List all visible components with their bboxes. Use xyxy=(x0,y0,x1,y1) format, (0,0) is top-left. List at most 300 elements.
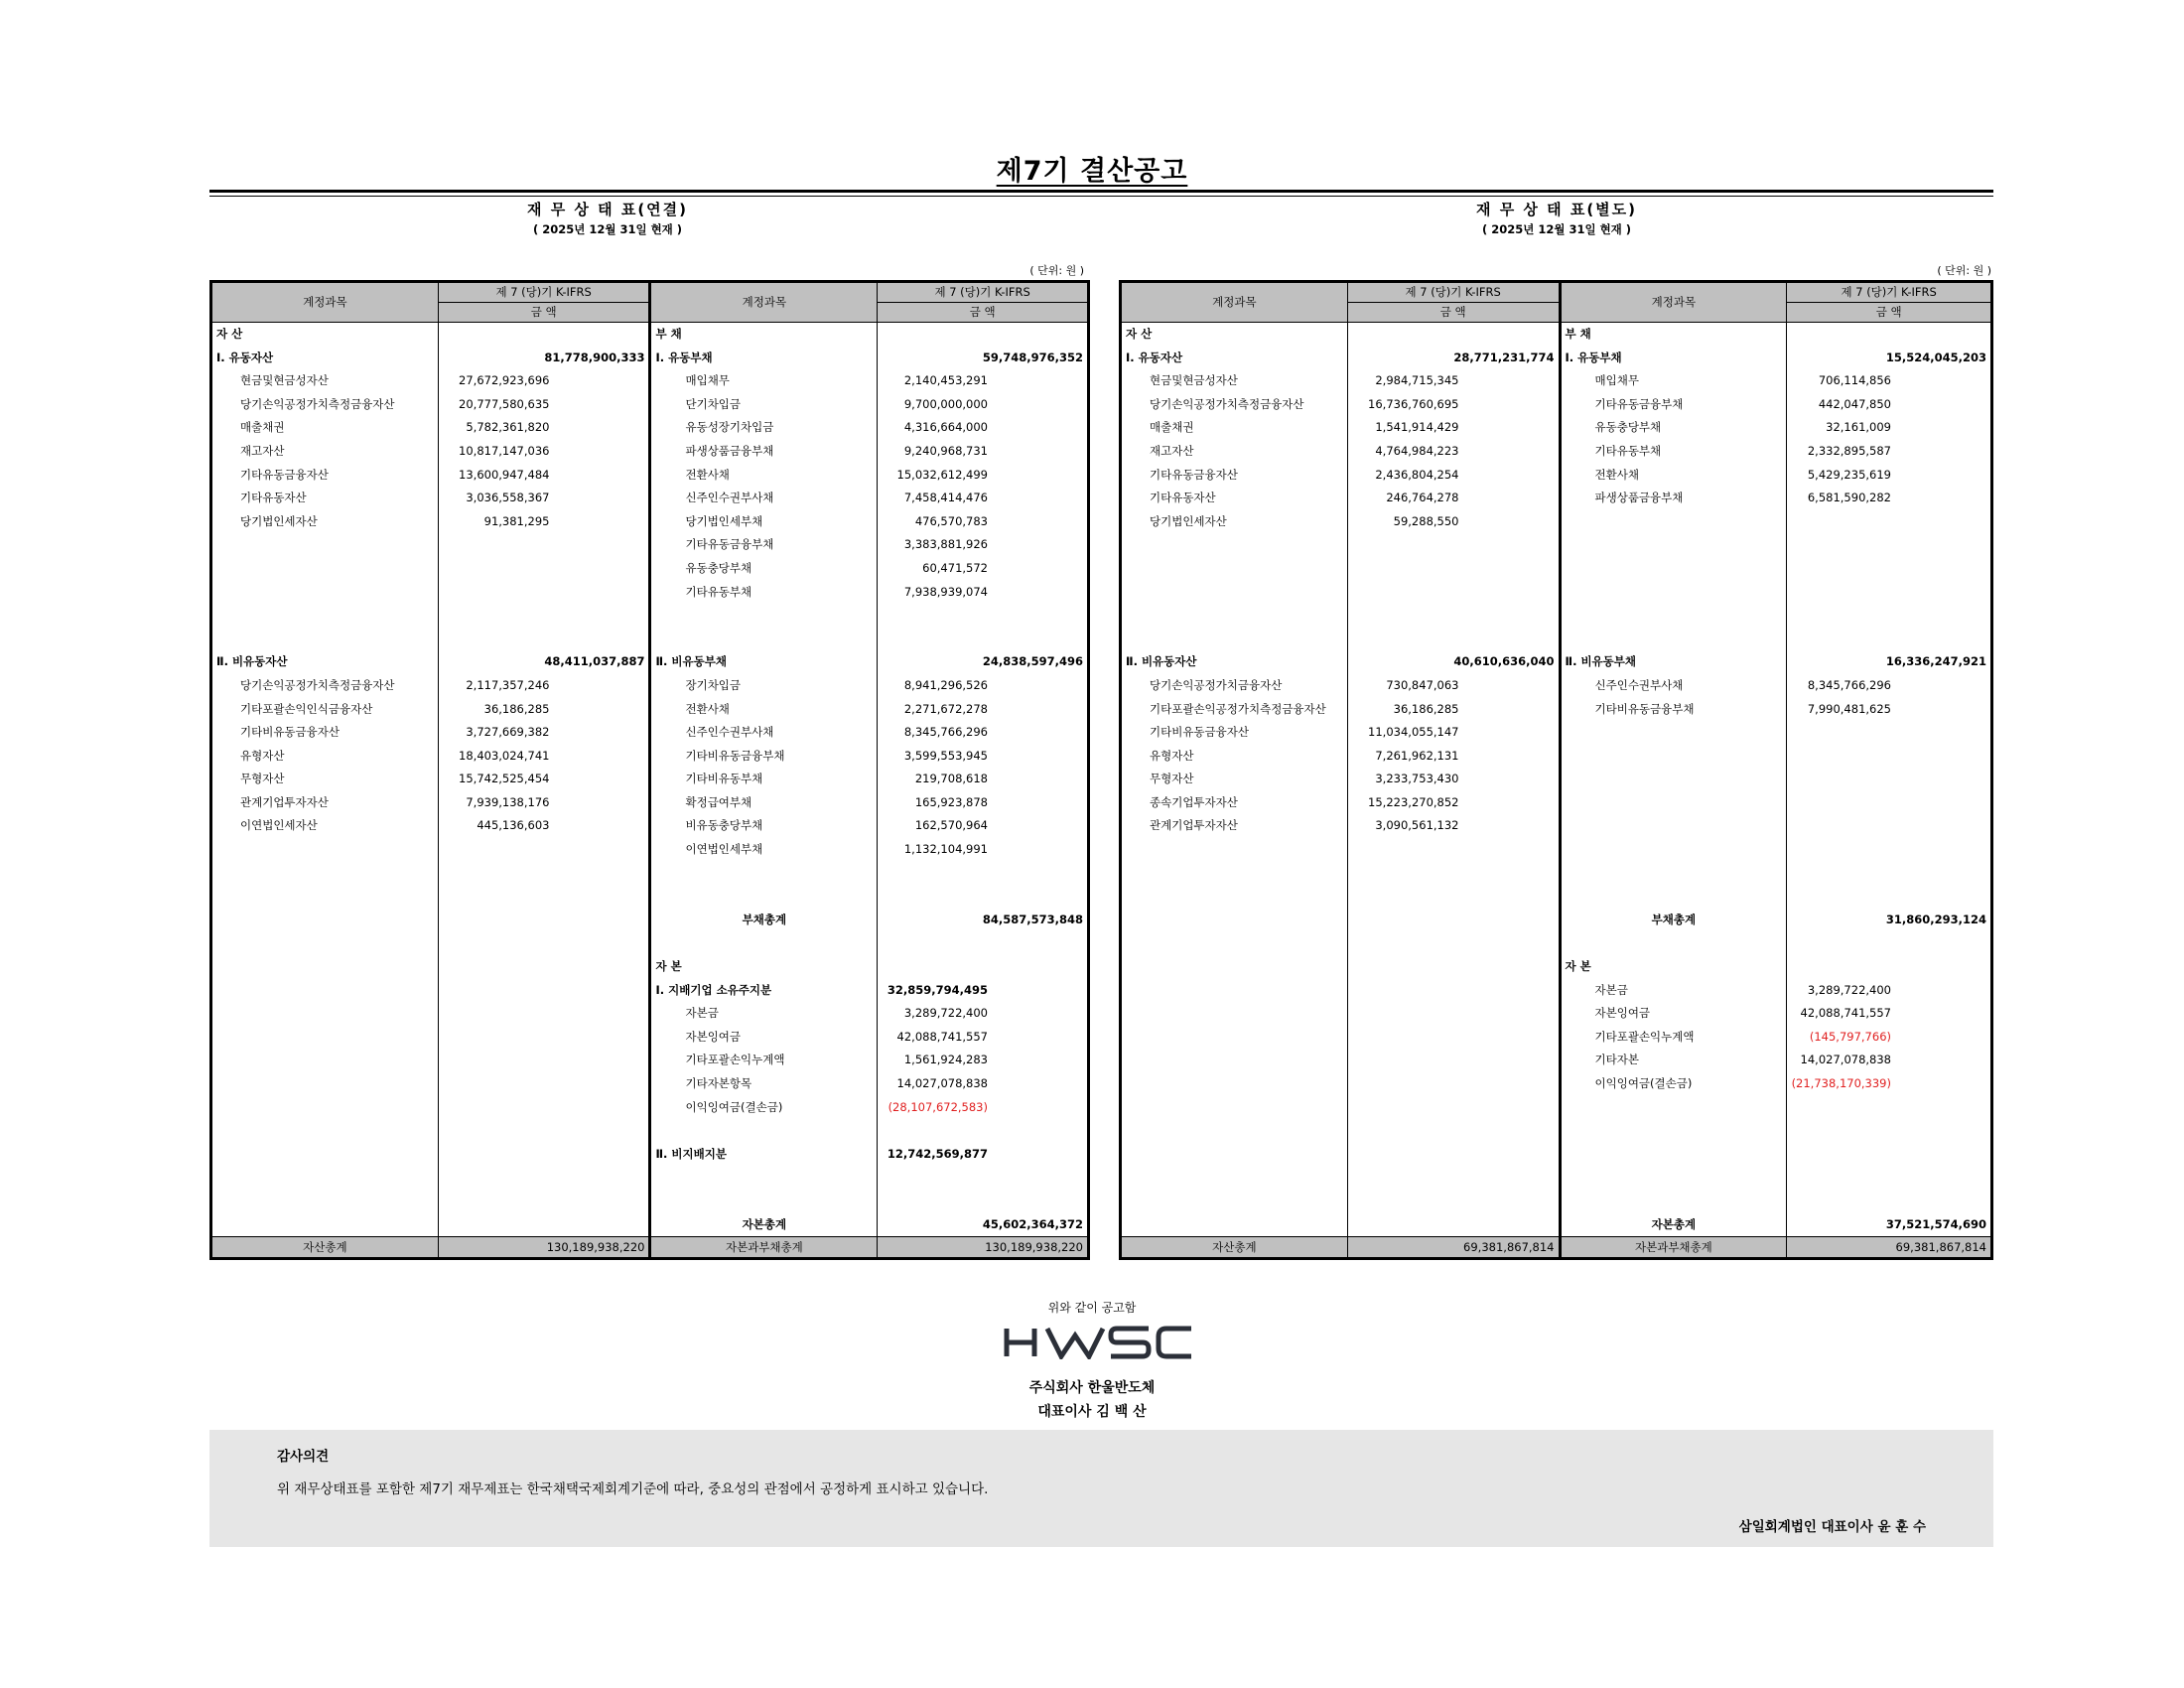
table-row xyxy=(1121,510,1992,534)
liability-equity-account: 자본잉여금 xyxy=(1560,1002,1787,1026)
asset-amount: 7,939,138,176 xyxy=(438,791,650,815)
header-account: 계정과목 xyxy=(211,282,439,323)
table-row xyxy=(1121,604,1992,628)
liability-equity-account xyxy=(1560,791,1787,815)
table-row xyxy=(211,885,1089,909)
liability-equity-account xyxy=(1560,838,1787,862)
liability-equity-amount: 476,570,783 xyxy=(914,513,988,528)
table-row xyxy=(1121,1072,1992,1096)
liability-equity-amount: (21,738,170,339) xyxy=(1791,1076,1891,1090)
liability-equity-account xyxy=(1560,1166,1787,1190)
liability-equity-amount xyxy=(1787,581,1992,605)
asset-account: 매출채권 xyxy=(1121,416,1348,440)
header-amount: 금 액 xyxy=(1347,303,1560,323)
asset-amount xyxy=(438,1002,650,1026)
table-row xyxy=(211,909,1089,932)
asset-amount xyxy=(1347,323,1560,347)
asset-amount: 3,233,753,430 xyxy=(1347,768,1560,791)
table-row xyxy=(1121,628,1992,651)
total-assets-label: 자산총계 xyxy=(1121,1237,1348,1259)
asset-amount: 445,136,603 xyxy=(438,814,650,838)
liability-equity-amount: 14,027,078,838 xyxy=(896,1076,988,1090)
header-account: 계정과목 xyxy=(1121,282,1348,323)
liability-equity-amount: 9,700,000,000 xyxy=(903,396,988,411)
liability-equity-account: 확정급여부채 xyxy=(650,791,878,815)
liability-equity-account: 기타비유동부채 xyxy=(650,768,878,791)
table-row xyxy=(211,862,1089,886)
asset-account: 기타비유동금융자산 xyxy=(1121,721,1348,745)
asset-amount xyxy=(1347,1049,1560,1072)
liability-equity-amount: 31,860,293,124 xyxy=(1885,912,1986,926)
liability-equity-amount: 16,336,247,921 xyxy=(1885,654,1986,669)
liability-equity-account xyxy=(1560,931,1787,955)
table-row xyxy=(1121,581,1992,605)
table-row xyxy=(211,1166,1089,1190)
asset-amount: 7,261,962,131 xyxy=(1347,745,1560,769)
asset-amount: 3,727,669,382 xyxy=(438,721,650,745)
total-assets-amount: 69,381,867,814 xyxy=(1347,1237,1560,1259)
asset-amount: 15,742,525,454 xyxy=(438,768,650,791)
liability-equity-amount xyxy=(1787,323,1992,347)
asset-account xyxy=(211,979,439,1003)
liability-equity-amount: 14,027,078,838 xyxy=(1800,1053,1891,1067)
table-row xyxy=(211,323,1089,347)
liability-equity-account xyxy=(650,1166,878,1190)
liability-equity-amount: 45,602,364,372 xyxy=(982,1216,1083,1231)
liability-equity-amount: 15,524,045,203 xyxy=(1885,350,1986,364)
liability-equity-amount xyxy=(878,323,1089,347)
header-amount: 금 액 xyxy=(1787,303,1992,323)
asset-amount xyxy=(1347,1072,1560,1096)
asset-account: 자 산 xyxy=(1121,323,1348,347)
liability-equity-amount xyxy=(1787,1166,1992,1190)
liability-equity-amount: 60,471,572 xyxy=(922,560,988,575)
table-row xyxy=(211,1119,1089,1143)
liability-equity-account: 부채총계 xyxy=(1560,909,1787,932)
asset-amount: 2,984,715,345 xyxy=(1347,369,1560,393)
liability-equity-amount xyxy=(878,1190,1089,1213)
liability-equity-account xyxy=(1560,581,1787,605)
liability-equity-account: 기타유동부채 xyxy=(1560,440,1787,464)
hwsc-logo xyxy=(1004,1326,1194,1359)
title-rule-thick xyxy=(209,190,1993,193)
liability-equity-account: 자 본 xyxy=(1560,955,1787,979)
asset-amount xyxy=(1347,628,1560,651)
liability-equity-amount: (28,107,672,583) xyxy=(887,1099,988,1114)
liability-equity-amount: 8,941,296,526 xyxy=(903,677,988,692)
asset-account: 유형자산 xyxy=(211,745,439,769)
table-row xyxy=(1121,323,1992,347)
asset-amount: 27,672,923,696 xyxy=(438,369,650,393)
asset-amount xyxy=(438,909,650,932)
asset-amount xyxy=(438,1026,650,1050)
table-row xyxy=(211,674,1089,698)
table-row xyxy=(1121,1096,1992,1120)
liability-equity-amount xyxy=(1787,838,1992,862)
asset-amount: 16,736,760,695 xyxy=(1347,393,1560,417)
liability-equity-amount xyxy=(1787,745,1992,769)
table-row xyxy=(1121,1190,1992,1213)
liability-equity-amount xyxy=(878,885,1089,909)
asset-amount: 13,600,947,484 xyxy=(438,464,650,488)
asset-account xyxy=(1121,1166,1348,1190)
asset-amount xyxy=(1347,1026,1560,1050)
liability-equity-amount: 37,521,574,690 xyxy=(1885,1216,1986,1231)
asset-amount: 3,036,558,367 xyxy=(438,487,650,510)
asset-amount: 59,288,550 xyxy=(1347,510,1560,534)
table-row xyxy=(211,1143,1089,1167)
asset-amount xyxy=(438,885,650,909)
liability-equity-account: 기타유동금융부채 xyxy=(1560,393,1787,417)
asset-account: 현금및현금성자산 xyxy=(1121,369,1348,393)
asset-account xyxy=(211,909,439,932)
table-row xyxy=(211,1049,1089,1072)
asset-amount xyxy=(438,1119,650,1143)
asset-account xyxy=(1121,1026,1348,1050)
asset-amount xyxy=(438,931,650,955)
asset-account xyxy=(1121,885,1348,909)
liability-equity-account: 자본금 xyxy=(1560,979,1787,1003)
table-row xyxy=(211,814,1089,838)
liability-equity-account: 유동성장기차입금 xyxy=(650,416,878,440)
consolidated-date: ( 2025년 12월 31일 현재 ) xyxy=(532,222,683,236)
asset-account xyxy=(211,557,439,581)
liability-equity-amount xyxy=(1787,791,1992,815)
asset-amount: 3,090,561,132 xyxy=(1347,814,1560,838)
liability-equity-account: Ⅱ. 비유동부채 xyxy=(650,650,878,674)
asset-account: 이연법인세자산 xyxy=(211,814,439,838)
table-row xyxy=(1121,814,1992,838)
table-row xyxy=(1121,1002,1992,1026)
liability-equity-account: 부 채 xyxy=(1560,323,1787,347)
asset-amount xyxy=(1347,885,1560,909)
asset-account xyxy=(1121,1143,1348,1167)
liability-equity-account xyxy=(650,1190,878,1213)
liability-equity-amount: 24,838,597,496 xyxy=(982,654,1083,669)
asset-account: 재고자산 xyxy=(211,440,439,464)
header-account: 계정과목 xyxy=(650,282,878,323)
asset-amount xyxy=(1347,838,1560,862)
liability-equity-account: 기타자본 xyxy=(1560,1049,1787,1072)
liability-equity-account xyxy=(1560,1190,1787,1213)
liability-equity-amount: 2,140,453,291 xyxy=(903,373,988,388)
liability-equity-account: 기타비유동금융부채 xyxy=(1560,698,1787,722)
asset-amount xyxy=(438,838,650,862)
liability-equity-account xyxy=(1560,557,1787,581)
asset-account xyxy=(1121,581,1348,605)
asset-amount xyxy=(438,1190,650,1213)
table-row xyxy=(1121,533,1992,557)
asset-amount xyxy=(1347,955,1560,979)
header-amount: 금 액 xyxy=(878,303,1089,323)
liability-equity-account xyxy=(1560,862,1787,886)
liability-equity-account: Ⅰ. 유동부채 xyxy=(650,347,878,370)
asset-account xyxy=(211,1096,439,1120)
liability-equity-account: 전환사채 xyxy=(650,698,878,722)
liability-equity-account: 자본총계 xyxy=(650,1213,878,1237)
asset-amount: 730,847,063 xyxy=(1347,674,1560,698)
asset-account xyxy=(211,533,439,557)
asset-account: 당기손익공정가치금융자산 xyxy=(1121,674,1348,698)
table-row xyxy=(211,931,1089,955)
asset-amount xyxy=(438,1166,650,1190)
liability-equity-account xyxy=(1560,721,1787,745)
separate-date: ( 2025년 12월 31일 현재 ) xyxy=(1481,222,1632,236)
total-liabilities-equity-amount: 130,189,938,220 xyxy=(878,1237,1089,1259)
liability-equity-account: 자본금 xyxy=(650,1002,878,1026)
liability-equity-account xyxy=(650,862,878,886)
liability-equity-amount: 59,748,976,352 xyxy=(982,350,1083,364)
asset-amount xyxy=(1347,1166,1560,1190)
asset-amount xyxy=(1347,1096,1560,1120)
asset-account xyxy=(1121,557,1348,581)
asset-account xyxy=(1121,931,1348,955)
liability-equity-amount: 84,587,573,848 xyxy=(982,912,1083,926)
table-row xyxy=(1121,650,1992,674)
asset-amount: 10,817,147,036 xyxy=(438,440,650,464)
liability-equity-amount xyxy=(878,628,1089,651)
asset-account: 기타포괄손익인식금융자산 xyxy=(211,698,439,722)
asset-account xyxy=(1121,838,1348,862)
asset-account xyxy=(211,862,439,886)
header-period: 제 7 (당)기 K-IFRS xyxy=(438,282,650,303)
asset-account xyxy=(211,1002,439,1026)
asset-amount xyxy=(438,1049,650,1072)
asset-account: 당기손익공정가치측정금융자산 xyxy=(1121,393,1348,417)
liability-equity-account xyxy=(650,931,878,955)
table-row xyxy=(1121,1026,1992,1050)
liability-equity-amount xyxy=(1787,862,1992,886)
table-row xyxy=(211,440,1089,464)
liability-equity-account xyxy=(650,1119,878,1143)
asset-amount: 36,186,285 xyxy=(438,698,650,722)
asset-amount xyxy=(438,1143,650,1167)
liability-equity-account: 신주인수권부사채 xyxy=(650,487,878,510)
header-period: 제 7 (당)기 K-IFRS xyxy=(878,282,1089,303)
consolidated-balance-sheet xyxy=(209,280,1090,1260)
liability-equity-account: 부채총계 xyxy=(650,909,878,932)
liability-equity-account xyxy=(1560,1143,1787,1167)
separate-sheet-title: 재 무 상 태 표(별도) xyxy=(1475,201,1638,218)
liability-equity-account xyxy=(650,885,878,909)
liability-equity-amount xyxy=(878,1119,1089,1143)
asset-amount xyxy=(1347,909,1560,932)
liability-equity-account: 유동충당부채 xyxy=(1560,416,1787,440)
liability-equity-account: 자본잉여금 xyxy=(650,1026,878,1050)
asset-account xyxy=(211,1119,439,1143)
asset-account xyxy=(211,838,439,862)
liability-equity-amount: 442,047,850 xyxy=(1818,396,1891,411)
table-row xyxy=(1121,955,1992,979)
table-row xyxy=(1121,979,1992,1003)
asset-amount xyxy=(1347,1213,1560,1237)
liability-equity-amount: 7,990,481,625 xyxy=(1807,701,1891,716)
liability-equity-amount: 4,316,664,000 xyxy=(903,420,988,435)
table-row xyxy=(1121,487,1992,510)
liability-equity-account: 전환사채 xyxy=(1560,464,1787,488)
table-row xyxy=(1121,1119,1992,1143)
asset-account xyxy=(1121,955,1348,979)
liability-equity-account: 파생상품금융부채 xyxy=(1560,487,1787,510)
liability-equity-amount xyxy=(1787,1119,1992,1143)
liability-equity-account xyxy=(650,604,878,628)
asset-account xyxy=(1121,979,1348,1003)
liability-equity-amount xyxy=(1787,768,1992,791)
liability-equity-amount: 7,458,414,476 xyxy=(903,491,988,505)
table-row xyxy=(1121,931,1992,955)
total-assets-label: 자산총계 xyxy=(211,1237,439,1259)
liability-equity-account: 기타유동부채 xyxy=(650,581,878,605)
liability-equity-account: 당기법인세부채 xyxy=(650,510,878,534)
liability-equity-account: Ⅱ. 비유동부채 xyxy=(1560,650,1787,674)
asset-amount: 15,223,270,852 xyxy=(1347,791,1560,815)
table-row xyxy=(211,510,1089,534)
liability-equity-account: 자본총계 xyxy=(1560,1213,1787,1237)
asset-account: 종속기업투자자산 xyxy=(1121,791,1348,815)
asset-amount xyxy=(438,323,650,347)
asset-account xyxy=(1121,909,1348,932)
table-row xyxy=(1121,838,1992,862)
asset-account: 당기손익공정가치측정금융자산 xyxy=(211,393,439,417)
asset-account xyxy=(211,1213,439,1237)
asset-account: 당기손익공정가치측정금융자산 xyxy=(211,674,439,698)
asset-amount xyxy=(438,979,650,1003)
liability-equity-account: Ⅰ. 유동부채 xyxy=(1560,347,1787,370)
table-row xyxy=(211,393,1089,417)
asset-account: 무형자산 xyxy=(211,768,439,791)
liability-equity-account: 장기차입금 xyxy=(650,674,878,698)
liability-equity-account: Ⅱ. 비지배지분 xyxy=(650,1143,878,1167)
asset-account: 재고자산 xyxy=(1121,440,1348,464)
asset-account: Ⅰ. 유동자산 xyxy=(1121,347,1348,370)
asset-amount: 48,411,037,887 xyxy=(438,650,650,674)
asset-account xyxy=(211,1026,439,1050)
table-row xyxy=(1121,674,1992,698)
asset-amount: 36,186,285 xyxy=(1347,698,1560,722)
announcement-note: 위와 같이 공고함 xyxy=(1047,1301,1137,1315)
table-row xyxy=(211,650,1089,674)
table-row xyxy=(1121,557,1992,581)
asset-amount xyxy=(1347,581,1560,605)
total-row xyxy=(1121,1237,1992,1259)
asset-amount: 28,771,231,774 xyxy=(1347,347,1560,370)
table-row xyxy=(211,581,1089,605)
header-period: 제 7 (당)기 K-IFRS xyxy=(1347,282,1560,303)
liability-equity-account: 이익잉여금(결손금) xyxy=(1560,1072,1787,1096)
asset-account xyxy=(211,1049,439,1072)
table-row xyxy=(211,369,1089,393)
table-row xyxy=(211,791,1089,815)
table-row xyxy=(1121,393,1992,417)
liability-equity-account xyxy=(1560,768,1787,791)
liability-equity-amount: 3,383,881,926 xyxy=(903,537,988,552)
liability-equity-amount xyxy=(1787,931,1992,955)
table-row xyxy=(211,838,1089,862)
audit-signature: 삼일회계법인 대표이사 윤 훈 수 xyxy=(1738,1519,1926,1535)
liability-equity-amount xyxy=(1787,510,1992,534)
liability-equity-amount xyxy=(1787,557,1992,581)
liability-equity-account xyxy=(650,628,878,651)
liability-equity-account xyxy=(1560,1096,1787,1120)
audit-text: 위 재무상태표를 포함한 제7기 재무제표는 한국채택국제회계기준에 따라, 중요성의 관점에서 공정하게 표시하고 있습니다. xyxy=(277,1481,989,1497)
asset-account xyxy=(1121,1072,1348,1096)
asset-account xyxy=(1121,1096,1348,1120)
asset-account xyxy=(1121,1119,1348,1143)
liability-equity-account xyxy=(1560,814,1787,838)
liability-equity-account: 신주인수권부사채 xyxy=(1560,674,1787,698)
liability-equity-amount: 9,240,968,731 xyxy=(903,443,988,458)
asset-account: 기타유동금융자산 xyxy=(211,464,439,488)
liability-equity-account xyxy=(1560,533,1787,557)
liability-equity-account: 파생상품금융부채 xyxy=(650,440,878,464)
asset-amount xyxy=(438,1096,650,1120)
table-row xyxy=(1121,721,1992,745)
asset-account xyxy=(1121,862,1348,886)
liability-equity-amount: 3,289,722,400 xyxy=(903,1006,988,1021)
table-row xyxy=(1121,464,1992,488)
asset-amount xyxy=(1347,604,1560,628)
asset-account: 관계기업투자자산 xyxy=(1121,814,1348,838)
liability-equity-amount: 3,289,722,400 xyxy=(1807,982,1891,997)
liability-equity-amount xyxy=(1787,955,1992,979)
table-row xyxy=(1121,698,1992,722)
table-row xyxy=(1121,1166,1992,1190)
asset-amount: 81,778,900,333 xyxy=(438,347,650,370)
total-row xyxy=(211,1237,1089,1259)
separate-balance-sheet xyxy=(1119,280,1993,1260)
asset-account: 유형자산 xyxy=(1121,745,1348,769)
liability-equity-amount xyxy=(1787,604,1992,628)
asset-account: 당기법인세자산 xyxy=(1121,510,1348,534)
asset-account xyxy=(1121,628,1348,651)
liability-equity-account: 이연법인세부채 xyxy=(650,838,878,862)
asset-account: 무형자산 xyxy=(1121,768,1348,791)
liability-equity-account: 매입채무 xyxy=(1560,369,1787,393)
ceo-name: 대표이사 김 백 산 xyxy=(1037,1404,1147,1420)
table-row xyxy=(1121,768,1992,791)
liability-equity-amount xyxy=(878,862,1089,886)
liability-equity-account xyxy=(1560,1119,1787,1143)
asset-amount xyxy=(1347,557,1560,581)
asset-account: 기타포괄손익공정가치측정금융자산 xyxy=(1121,698,1348,722)
liability-equity-amount: 165,923,878 xyxy=(914,794,988,809)
asset-amount xyxy=(438,604,650,628)
asset-account: Ⅱ. 비유동자산 xyxy=(211,650,439,674)
title-rule-thin xyxy=(209,196,1993,197)
asset-account: 당기법인세자산 xyxy=(211,510,439,534)
table-row xyxy=(1121,909,1992,932)
liability-equity-account xyxy=(1560,604,1787,628)
liability-equity-amount xyxy=(1787,1143,1992,1167)
table-row xyxy=(211,464,1089,488)
liability-equity-account: 유동충당부채 xyxy=(650,557,878,581)
table-row xyxy=(211,347,1089,370)
liability-equity-amount xyxy=(878,1166,1089,1190)
asset-amount: 20,777,580,635 xyxy=(438,393,650,417)
asset-amount: 246,764,278 xyxy=(1347,487,1560,510)
asset-amount xyxy=(438,955,650,979)
asset-account xyxy=(1121,1213,1348,1237)
liability-equity-amount: 1,561,924,283 xyxy=(903,1053,988,1067)
liability-equity-amount xyxy=(1787,721,1992,745)
asset-amount xyxy=(1347,1002,1560,1026)
table-row xyxy=(1121,862,1992,886)
separate-unit: ( 단위: 원 ) xyxy=(1937,264,1991,277)
liability-equity-amount: 7,938,939,074 xyxy=(903,584,988,599)
table-row xyxy=(211,604,1089,628)
liability-equity-amount: 6,581,590,282 xyxy=(1807,491,1891,505)
liability-equity-amount: 32,161,009 xyxy=(1826,420,1891,435)
